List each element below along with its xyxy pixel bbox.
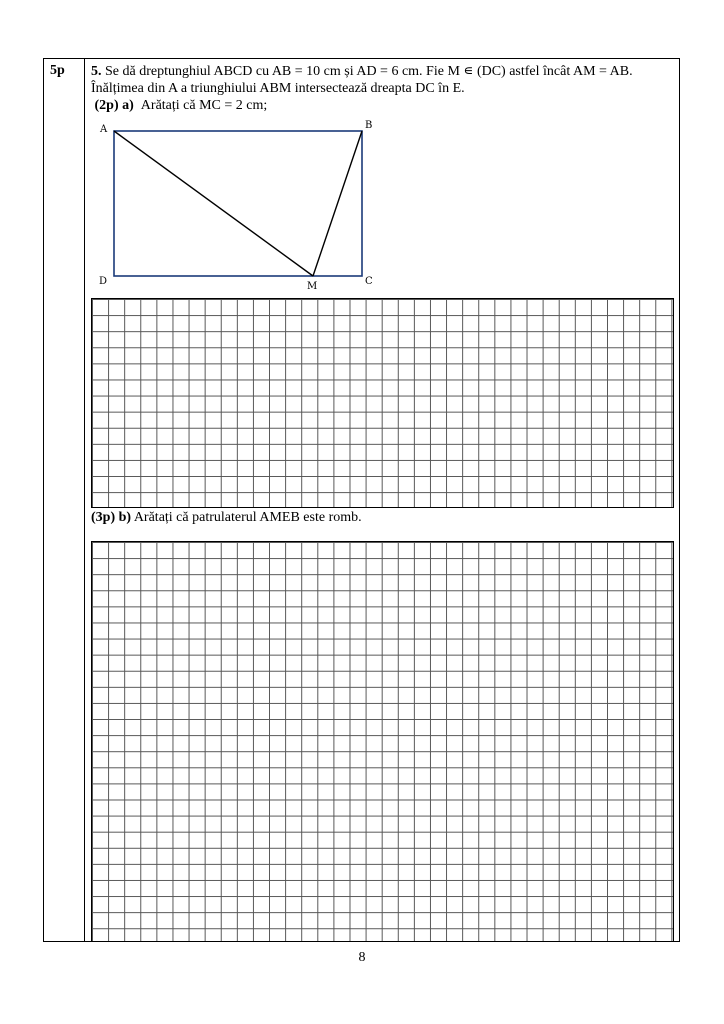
segment-am [114,131,313,276]
segment-bm [313,131,362,276]
part-b-label: b) [118,510,132,525]
vertex-label-d: D [99,276,108,287]
points-cell: 5p [50,63,65,78]
problem-statement-line1 [91,63,633,80]
vertex-label-m: M [307,281,318,292]
rectangle-figure [95,115,385,295]
answer-grid-a[interactable] [91,298,674,508]
answer-grid-b[interactable] [91,541,674,942]
page-number: 8 [358,950,366,965]
part-a-points: (2p) [94,98,119,113]
vertex-label-b: B [365,120,373,131]
vertex-label-a: A [100,124,108,135]
part-b-text: Arătați că patrulaterul AMEB este romb. [133,510,362,525]
part-a-prompt [91,97,267,114]
part-a-label: a) [122,98,134,113]
points-column-divider [84,58,85,942]
problem-statement-line2: Înălțimea din A a triunghiului ABM intersectează dreapta DC în E. [91,81,465,96]
part-b-points: (3p) [91,510,116,525]
problem-statement-text1: Se dă dreptunghiul ABCD cu AB = 10 cm și AD = 6 cm. Fie M ∊ (DC) astfel încât AM = AB. [105,64,633,79]
part-b-prompt [91,509,362,526]
rectangle-abcd [114,131,362,276]
problem-number: 5. [91,64,102,79]
part-a-text: Arătați că MC = 2 cm; [140,98,268,113]
vertex-label-c: C [365,276,373,287]
